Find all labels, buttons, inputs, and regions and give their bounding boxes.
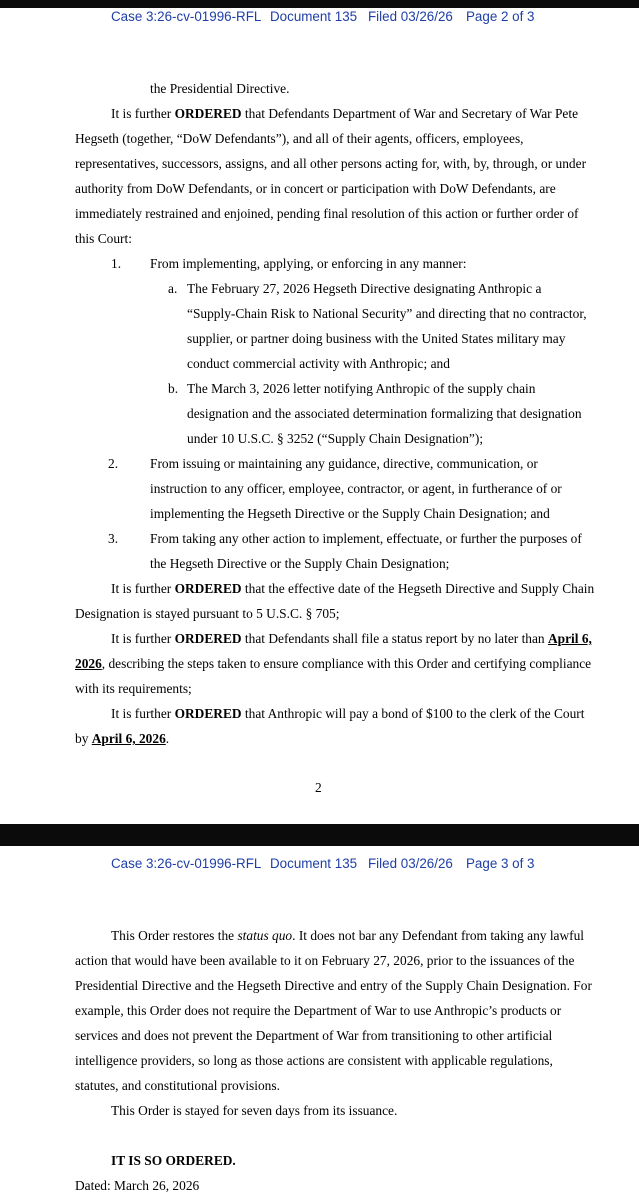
text-line: Designation is stayed pursuant to 5 U.S.C. § 705; (75, 606, 340, 621)
sublist-text: The February 27, 2026 Hegseth Directive designating Anthropic a (187, 281, 542, 296)
text-line: This Order restores the status quo. It does not bar any Defendant from taking any lawful (111, 928, 585, 943)
page2-header (0, 9, 639, 27)
text-line: 2026, describing the steps taken to ensure compliance with this Order and certifying compliance (75, 656, 592, 671)
text-line: representatives, successors, assigns, and all other persons acting for, with, by, through, or under (75, 156, 587, 171)
order-paragraph-line: It is further ORDERED that Defendants shall file a status report by no later than April 6, (111, 631, 592, 646)
sublist-text: designation and the associated determination formalizing that designation (187, 406, 582, 421)
text-line: This Order is stayed for seven days from its issuance. (111, 1103, 398, 1118)
text-line: example, this Order does not require the Department of War to use Anthropic’s products or (75, 1003, 562, 1018)
case-number: Case 3:26-cv-01996-RFL (111, 9, 262, 24)
top-border-bar (0, 0, 639, 8)
page3-header (0, 856, 639, 874)
filed-date: Filed 03/26/26 (368, 856, 453, 871)
page-separator-bar (0, 824, 639, 846)
list-number: 2. (108, 456, 119, 471)
order-paragraph-line: It is further ORDERED that the effective date of the Hegseth Directive and Supply Chain (111, 581, 595, 596)
list-item-text: From taking any other action to implement, effectuate, or further the purposes of (150, 531, 582, 546)
text-line: intelligence providers, so long as those actions are consistent with applicable regulations, (75, 1053, 553, 1068)
deadline-year: 2026 (75, 656, 102, 671)
page-indicator: Page 3 of 3 (466, 856, 535, 871)
list-item-text: instruction to any officer, employee, contractor, or agent, in furtherance of or (150, 481, 562, 496)
sublist-letter: a. (168, 281, 178, 296)
list-number: 1. (111, 256, 122, 271)
case-number: Case 3:26-cv-01996-RFL (111, 856, 262, 871)
document-number: Document 135 (270, 9, 358, 24)
sublist-text: under 10 U.S.C. § 3252 (“Supply Chain Designation”); (187, 431, 484, 446)
text-line: Hegseth (together, “DoW Defendants”), and all of their agents, officers, employees, (75, 131, 524, 146)
text-line: action that would have been available to it on February 27, 2026, prior to the issuances of the (75, 953, 575, 968)
order-paragraph-line: It is further ORDERED that Defendants Department of War and Secretary of War Pete (111, 106, 579, 121)
text-line: with its requirements; (75, 681, 192, 696)
page-indicator: Page 2 of 3 (466, 9, 535, 24)
sublist-text: supplier, or partner doing business with the United States military may (187, 331, 566, 346)
list-item-text: From issuing or maintaining any guidance, directive, communication, or (150, 456, 538, 471)
text-line: services and does not prevent the Department of War from transitioning to other artificial (75, 1028, 553, 1043)
text-line: authority from DoW Defendants, or in concert or participation with DoW Defendants, are (75, 181, 556, 196)
text-line: statutes, and constitutional provisions. (75, 1078, 280, 1093)
text-line: immediately restrained and enjoined, pending final resolution of this action or further order of (75, 206, 579, 221)
list-item-text: implementing the Hegseth Directive or the Supply Chain Designation; and (150, 506, 550, 521)
so-ordered-heading: IT IS SO ORDERED. (111, 1153, 236, 1168)
text-line: the Presidential Directive. (150, 81, 290, 96)
bond-deadline-date: April 6, 2026 (91, 731, 166, 746)
list-number: 3. (108, 531, 119, 546)
list-item-text: From implementing, applying, or enforcing in any manner: (150, 256, 467, 271)
sublist-text: The March 3, 2026 letter notifying Anthropic of the supply chain (187, 381, 536, 396)
sublist-text: “Supply-Chain Risk to National Security” and directing that no contractor, (187, 306, 587, 321)
list-item-text: the Hegseth Directive or the Supply Chain Designation; (150, 556, 450, 571)
deadline-date: April 6, (547, 631, 592, 646)
order-paragraph-line: It is further ORDERED that Anthropic will pay a bond of $100 to the clerk of the Court (111, 706, 585, 721)
dated-line: Dated: March 26, 2026 (75, 1178, 200, 1193)
text-line: by April 6, 2026. (75, 731, 170, 746)
sublist-text: conduct commercial activity with Anthropic; and (187, 356, 450, 371)
sublist-letter: b. (168, 381, 179, 396)
document-number: Document 135 (270, 856, 358, 871)
filed-date: Filed 03/26/26 (368, 9, 453, 24)
text-line: Presidential Directive and the Hegseth Directive and entry of the Supply Chain Designation. For (75, 978, 592, 993)
text-line: this Court: (75, 231, 132, 246)
page-number: 2 (315, 780, 322, 795)
